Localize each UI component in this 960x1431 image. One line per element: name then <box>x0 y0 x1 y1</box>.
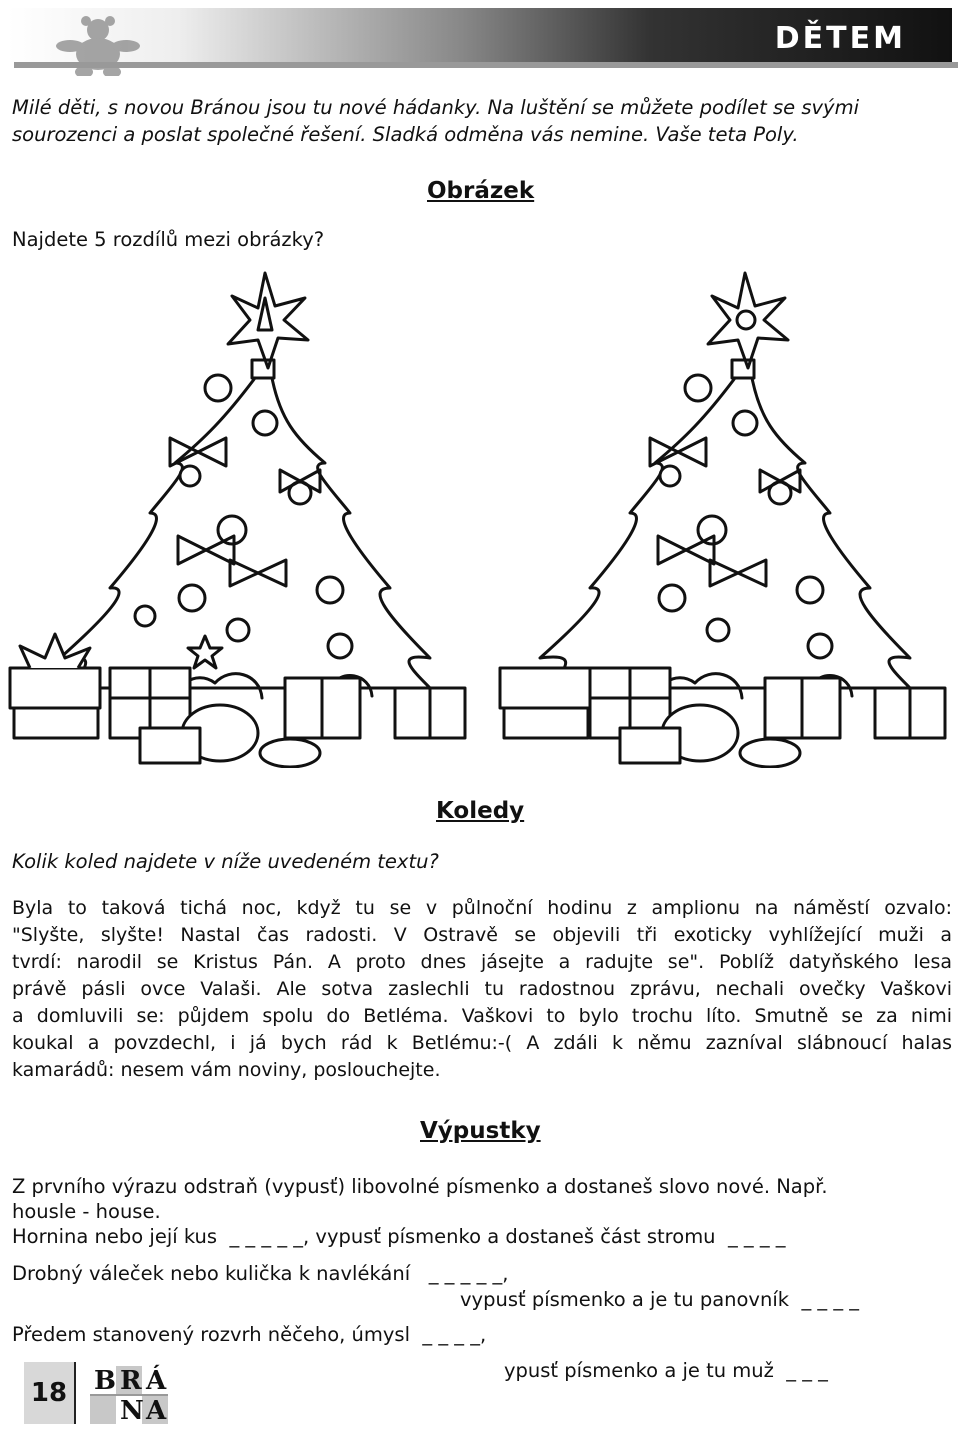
koledy-heading: Koledy <box>436 798 525 824</box>
page-header-bar <box>8 8 952 62</box>
koledy-line: právě pásli ovce Valaši. Ale sotva zaslechli tu radostnou zprávu, nechali ovečky Vaškovi <box>12 978 952 1000</box>
intro-line-2: sourozenci a poslat společné řešení. Sladká odměna vás nemine. Vaše teta Poly. <box>12 123 799 146</box>
riddle-3-answer: ypusť písmenko a je tu muž _ _ _ <box>504 1359 828 1382</box>
christmas-tree-right-image <box>480 268 960 768</box>
koledy-line: tvrdí: narodil se Kristus Pán. A proto dnes jásejte a radujte se". Poblíž datyňského lesa <box>12 951 952 973</box>
koledy-line: koukal a povzdechl, i já bych rád k Betlému:-( A zdáli k němu zazníval slábnoucí halas <box>12 1032 952 1054</box>
logo-letter: R <box>120 1366 142 1396</box>
obrazek-heading: Obrázek <box>427 178 535 204</box>
koledy-line: Byla to taková tichá noc, když tu se v půlnoční hodinu z amplionu na náměstí ozvalo: <box>12 897 952 919</box>
intro-line-1: Milé děti, s novou Bránou jsou tu nové hádanky. Na luštění se můžete podílet se svými <box>12 96 860 119</box>
logo-letter: A <box>146 1396 167 1426</box>
riddle-1: Hornina nebo její kus _ _ _ _ _, vypusť písmenko a dostaneš část stromu _ _ _ _ <box>12 1225 786 1248</box>
koledy-paragraph <box>12 895 952 1084</box>
vypustky-heading: Výpustky <box>420 1118 541 1144</box>
logo-letter: Á <box>146 1366 167 1396</box>
vypustky-intro-1: Z prvního výrazu odstraň (vypusť) libovolné písmenko a dostaneš slovo nové. Např. <box>12 1175 828 1198</box>
riddle-2-question: Drobný váleček nebo kulička k navlékání _ _ _ _ _, <box>12 1262 509 1285</box>
logo-letter: B <box>94 1366 116 1396</box>
koledy-line: kamarádů: nesem vám noviny, poslouchejte. <box>12 1059 441 1081</box>
riddle-3-question: Předem stanovený rozvrh něčeho, úmysl _ _ _ _, <box>12 1323 487 1346</box>
riddle-2-answer: vypusť písmenko a je tu panovník _ _ _ _ <box>460 1288 860 1311</box>
vypustky-intro-2: housle - house. <box>12 1200 161 1223</box>
koledy-line: a domluvili se: půjdem spolu do Betléma. Vaškovi to bylo trochu líto. Smutně se za nimi <box>12 1005 952 1027</box>
header-shadow <box>14 62 958 68</box>
section-title: DĚTEM <box>774 21 906 56</box>
page-number: 18 <box>24 1362 76 1424</box>
logo-letter: N <box>120 1396 144 1426</box>
koledy-question: Kolik koled najdete v níže uvedeném textu? <box>12 850 439 873</box>
koledy-line: "Slyšte, slyšte! Nastal čas radosti. V Ostravě se objevili tři exoticky vyhlížející muži a <box>12 924 952 946</box>
obrazek-question: Najdete 5 rozdílů mezi obrázky? <box>12 228 325 251</box>
christmas-tree-left-image <box>0 268 480 768</box>
